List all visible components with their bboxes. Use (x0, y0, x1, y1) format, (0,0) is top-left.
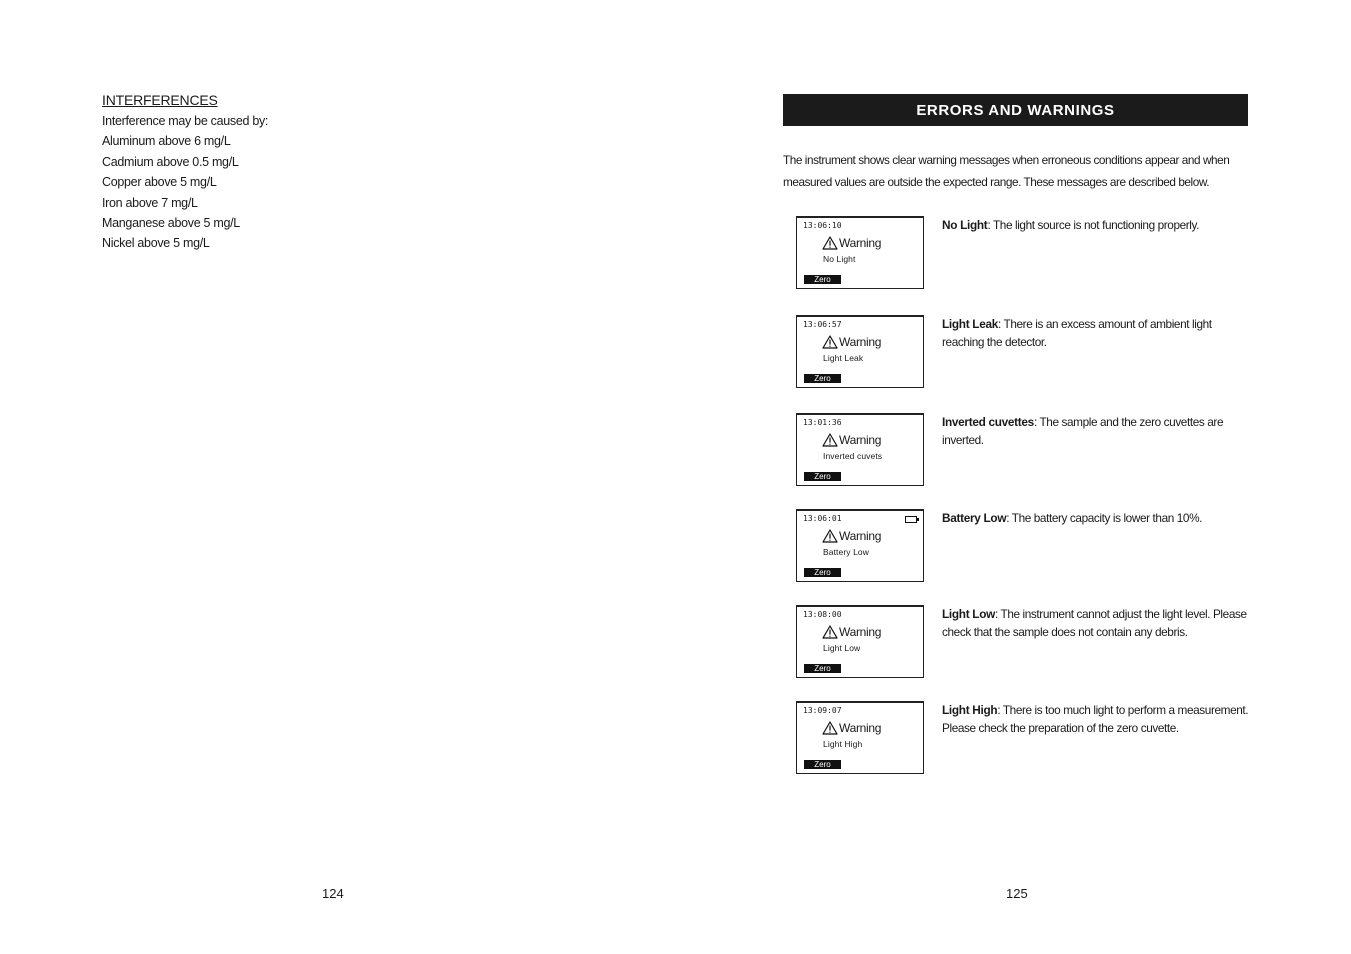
zero-softkey: Zero (804, 275, 841, 284)
lcd-screen (796, 509, 924, 582)
lcd-screen (796, 315, 924, 388)
page-number-right: 125 (1006, 886, 1028, 901)
lcd-clock: 13:06:10 (803, 221, 842, 230)
warning-entry (796, 315, 1249, 391)
section-title: ERRORS AND WARNINGS (916, 101, 1115, 119)
warning-entry (796, 605, 1249, 681)
warning-term: Battery Low (942, 511, 1007, 525)
interference-item: Iron above 7 mg/L (102, 195, 198, 210)
lcd-screen (796, 413, 924, 486)
warning-description (942, 605, 1249, 641)
interferences-list (102, 111, 622, 254)
interference-item: Interference may be caused by: (102, 114, 269, 128)
lcd-warning-row (822, 529, 881, 543)
lcd-message: Battery Low (823, 547, 869, 557)
warning-term: Light High (942, 703, 998, 717)
zero-softkey: Zero (804, 568, 841, 577)
lcd-clock: 13:08:00 (803, 610, 842, 619)
interference-item: Nickel above 5 mg/L (102, 236, 210, 251)
zero-softkey: Zero (804, 374, 841, 383)
zero-softkey: Zero (804, 664, 841, 673)
lcd-screen (796, 701, 924, 774)
battery-icon (905, 516, 917, 523)
lcd-message: No Light (823, 254, 856, 264)
warning-term: Light Low (942, 607, 995, 621)
lcd-warning-row (822, 721, 881, 735)
warning-description (942, 413, 1249, 449)
warning-text: : The light source is not functioning properly. (987, 218, 1200, 232)
lcd-warning-row (822, 625, 881, 639)
warning-entry (796, 413, 1249, 489)
warning-text: : The instrument cannot adjust the light level. Please check that the sample does not contain any debris. (942, 607, 1247, 639)
lcd-warning-label: Warning (839, 335, 882, 349)
lcd-warning-row (822, 236, 881, 250)
intro-paragraph: The instrument shows clear warning messages when erroneous conditions appear and when measured values are outside the expected range. These messages are described below. (783, 153, 1230, 189)
interferences-heading: INTERFERENCES (102, 92, 218, 108)
lcd-warning-label: Warning (839, 625, 882, 639)
interference-item: Aluminum above 6 mg/L (102, 134, 231, 149)
warning-text: : The sample and the zero cuvettes are inverted. (942, 415, 1224, 447)
warning-description (942, 509, 1249, 527)
warning-entry (796, 216, 1249, 292)
lcd-clock: 13:01:36 (803, 418, 842, 427)
lcd-warning-label: Warning (839, 433, 882, 447)
warning-term: Light Leak (942, 317, 998, 331)
warning-entry (796, 509, 1249, 585)
warning-text: : The battery capacity is lower than 10%. (1006, 511, 1203, 525)
lcd-warning-label: Warning (839, 721, 882, 735)
left-page (102, 92, 622, 254)
lcd-clock: 13:06:01 (803, 514, 842, 523)
interference-item: Manganese above 5 mg/L (102, 216, 240, 231)
warning-description (942, 315, 1249, 351)
warning-term: Inverted cuvettes (942, 415, 1034, 429)
lcd-message: Light Low (823, 643, 861, 653)
warning-text: : There is an excess amount of ambient light reaching the detector. (942, 317, 1212, 349)
lcd-warning-label: Warning (839, 529, 882, 543)
lcd-message: Light Leak (823, 353, 864, 363)
lcd-screen (796, 605, 924, 678)
lcd-message: Inverted cuvets (823, 451, 883, 461)
warning-triangle-icon (822, 433, 838, 447)
warning-description (942, 701, 1249, 737)
warning-triangle-icon (822, 236, 838, 250)
interference-item: Cadmium above 0.5 mg/L (102, 154, 239, 169)
warning-triangle-icon (822, 529, 838, 543)
section-title-bar (783, 94, 1248, 126)
warning-triangle-icon (822, 625, 838, 639)
warning-term: No Light (942, 218, 988, 232)
lcd-clock: 13:09:07 (803, 706, 842, 715)
warning-triangle-icon (822, 335, 838, 349)
zero-softkey: Zero (804, 472, 841, 481)
warning-triangle-icon (822, 721, 838, 735)
warning-entry (796, 701, 1249, 777)
lcd-warning-row (822, 433, 881, 447)
interference-item: Copper above 5 mg/L (102, 175, 217, 190)
warning-description (942, 216, 1249, 234)
lcd-warning-row (822, 335, 881, 349)
warning-text: : There is too much light to perform a measurement. Please check the preparation of the zero cuvette. (942, 703, 1249, 735)
page-number-left: 124 (322, 886, 344, 901)
lcd-warning-label: Warning (839, 236, 882, 250)
zero-softkey: Zero (804, 760, 841, 769)
lcd-clock: 13:06:57 (803, 320, 842, 329)
lcd-message: Light High (823, 739, 863, 749)
lcd-screen (796, 216, 924, 289)
